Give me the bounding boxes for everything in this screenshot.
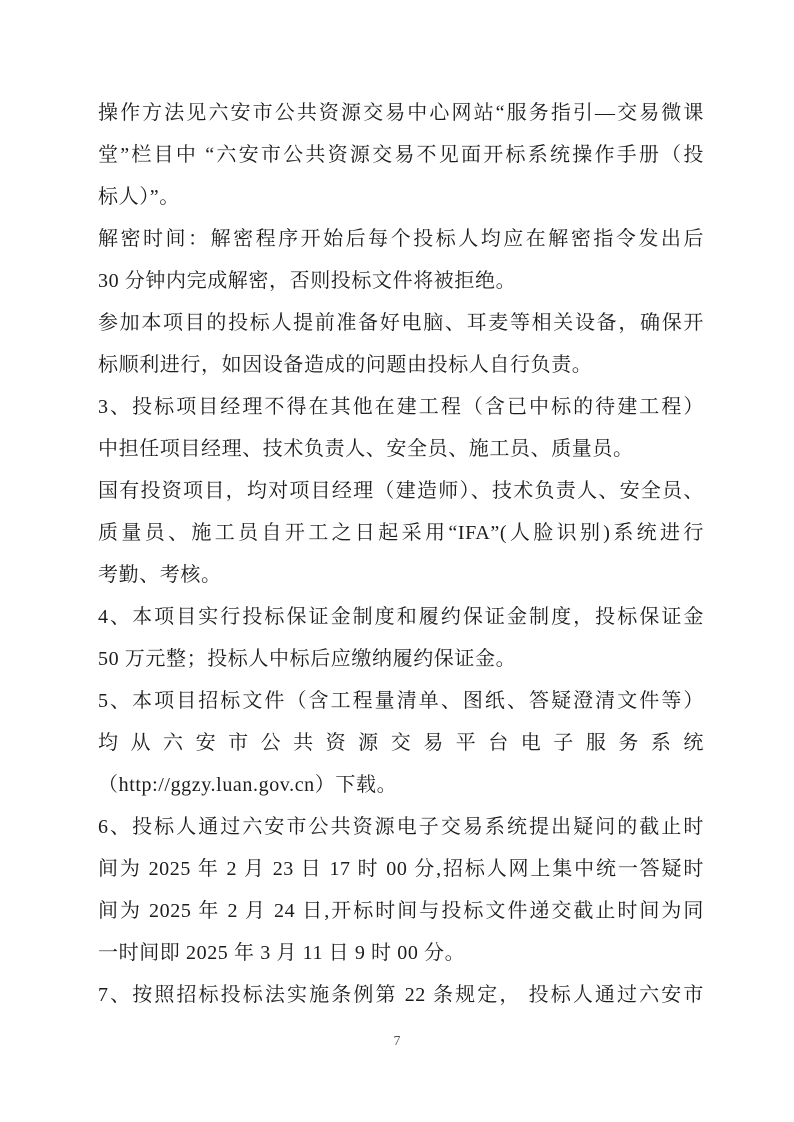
text-line: 6、投标人通过六安市公共资源电子交易系统提出疑问的截止时 [98, 816, 704, 838]
text-line: 间为 2025 年 2 月 23 日 17 时 00 分,招标人网上集中统一答疑时 [98, 858, 704, 880]
text-line: 操作方法见六安市公共资源交易中心网站“服务指引—交易微课 [98, 102, 704, 124]
text-line: 国有投资项目，均对项目经理（建造师）、技术负责人、安全员、 [98, 480, 704, 502]
text-line: 7、按照招标投标法实施条例第 22 条规定， 投标人通过六安市 [98, 984, 704, 1006]
document-body [98, 92, 704, 1016]
text-line: 参加本项目的投标人提前准备好电脑、耳麦等相关设备，确保开 [98, 312, 704, 334]
text-line: 堂”栏目中 “六安市公共资源交易不见面开标系统操作手册（投 [98, 144, 704, 166]
text-line: 50 万元整；投标人中标后应缴纳履约保证金。 [98, 648, 517, 670]
text-line: 4、本项目实行投标保证金制度和履约保证金制度，投标保证金 [98, 606, 704, 628]
text-line: 质量员、施工员自开工之日起采用“IFA”(人脸识别)系统进行 [98, 522, 704, 544]
text-line: （http://ggzy.luan.gov.cn）下载。 [98, 774, 398, 796]
text-line: 30 分钟内完成解密，否则投标文件将被拒绝。 [98, 270, 517, 292]
page-number: 7 [393, 1034, 401, 1049]
text-line: 解密时间：解密程序开始后每个投标人均应在解密指令发出后 [98, 228, 704, 250]
text-line: 间为 2025 年 2 月 24 日,开标时间与投标文件递交截止时间为同 [98, 900, 704, 922]
text-line: 标顺利进行，如因设备造成的问题由投标人自行负责。 [98, 354, 593, 376]
text-line: 考勤、考核。 [98, 564, 222, 586]
text-line: 中担任项目经理、技术负责人、安全员、施工员、质量员。 [98, 438, 634, 460]
text-line: 3、投标项目经理不得在其他在建工程（含已中标的待建工程） [98, 396, 704, 418]
text-line: 5、本项目招标文件（含工程量清单、图纸、答疑澄清文件等） [98, 690, 704, 712]
text-line: 标人）”。 [98, 186, 180, 208]
text-line: 均从六安市公共资源交易平台电子服务系统 [98, 732, 704, 754]
text-line: 一时间即 2025 年 3 月 11 日 9 时 00 分。 [98, 942, 466, 964]
